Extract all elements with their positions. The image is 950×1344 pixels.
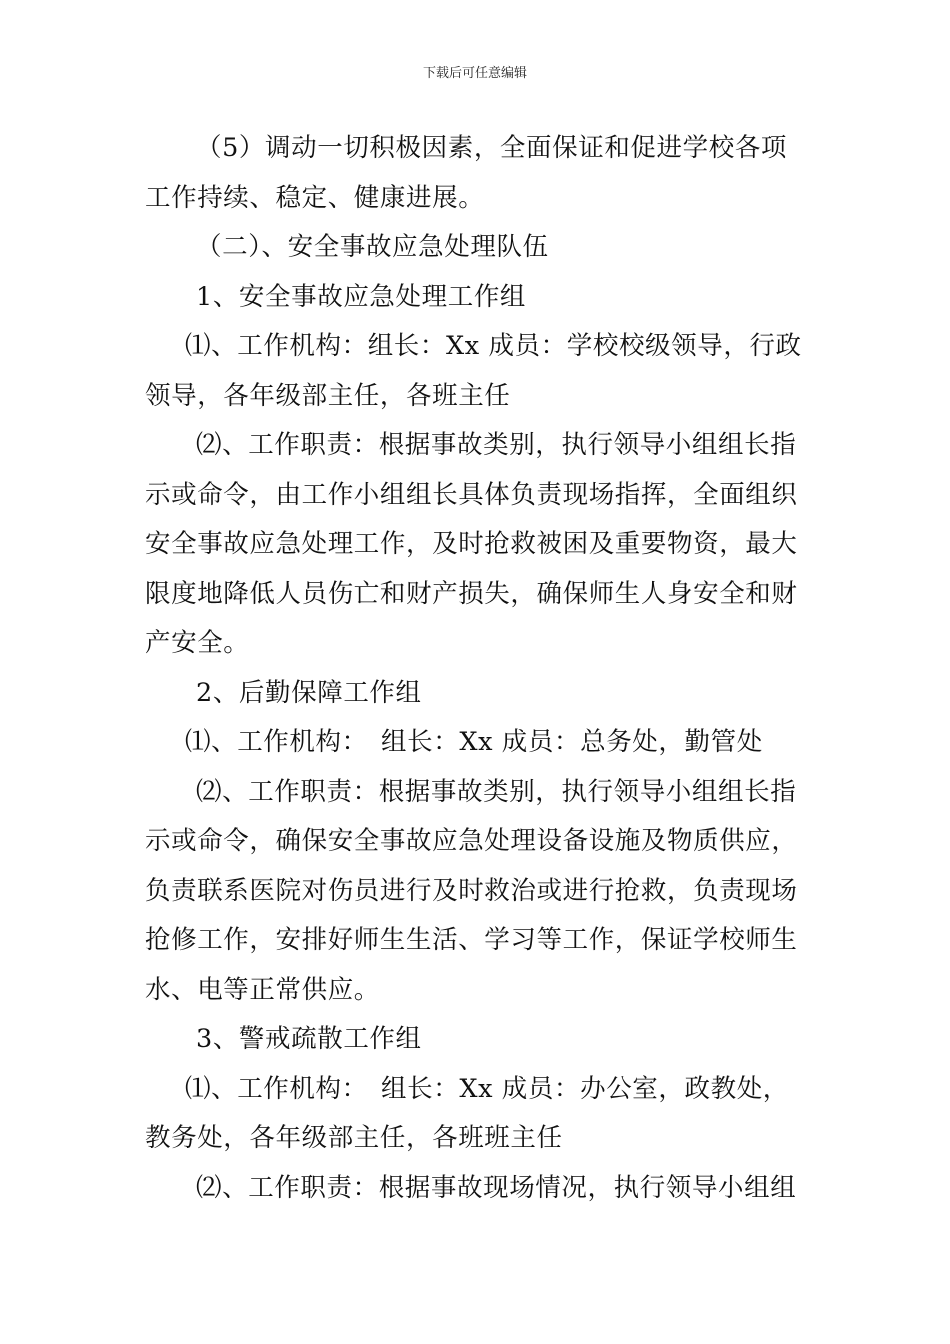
section-heading-team: （二）、安全事故应急处理队伍 [196, 232, 549, 262]
paragraph-logistics-organization: ⑴、工作机构： 组长：Xx 成员：总务处，勤管处 [185, 727, 763, 757]
paragraph-emergency-duties: ⑵、工作职责：根据事故类别，执行领导小组组长指示或命令，由工作小组组长具体负责现场指挥，全面组织安全事故应急处理工作，及时抢救被困及重要物资，最大限度地降低人员伤亡和财产损失，确保师生人身安全和财产安全。 [145, 430, 798, 658]
document-body [145, 124, 810, 1213]
subheading-emergency-group: 1、安全事故应急处理工作组 [196, 281, 527, 312]
paragraph-logistics-duties: ⑵、工作职责：根据事故类别，执行领导小组组长指示或命令，确保安全事故应急处理设备设施及物质供应，负责联系医院对伤员进行及时救治或进行抢救，负责现场抢修工作，安排好师生生活、学习等工作，保证学校师生水、电等正常供应。 [145, 776, 798, 1005]
page-header: 下载后可任意编辑 [422, 66, 527, 81]
subheading-evacuation-group: 3、警戒疏散工作组 [196, 1024, 422, 1054]
paragraph-evacuation-duties: ⑵、工作职责：根据事故现场情况，执行领导小组组 [196, 1172, 797, 1203]
subheading-logistics-group: 2、后勤保障工作组 [196, 677, 422, 708]
paragraph-item-5: （5）调动一切积极因素，全面保证和促进学校各项工作持续、稳定、健康进展。 [145, 133, 788, 213]
paragraph-evacuation-organization: ⑴、工作机构： 组长：Xx 成员：办公室，政教处，教务处，各年级部主任，各班班主任 [145, 1073, 789, 1153]
paragraph-emergency-organization: ⑴、工作机构：组长：Xx 成员：学校校级领导，行政领导，各年级部主任，各班主任 [145, 331, 802, 411]
